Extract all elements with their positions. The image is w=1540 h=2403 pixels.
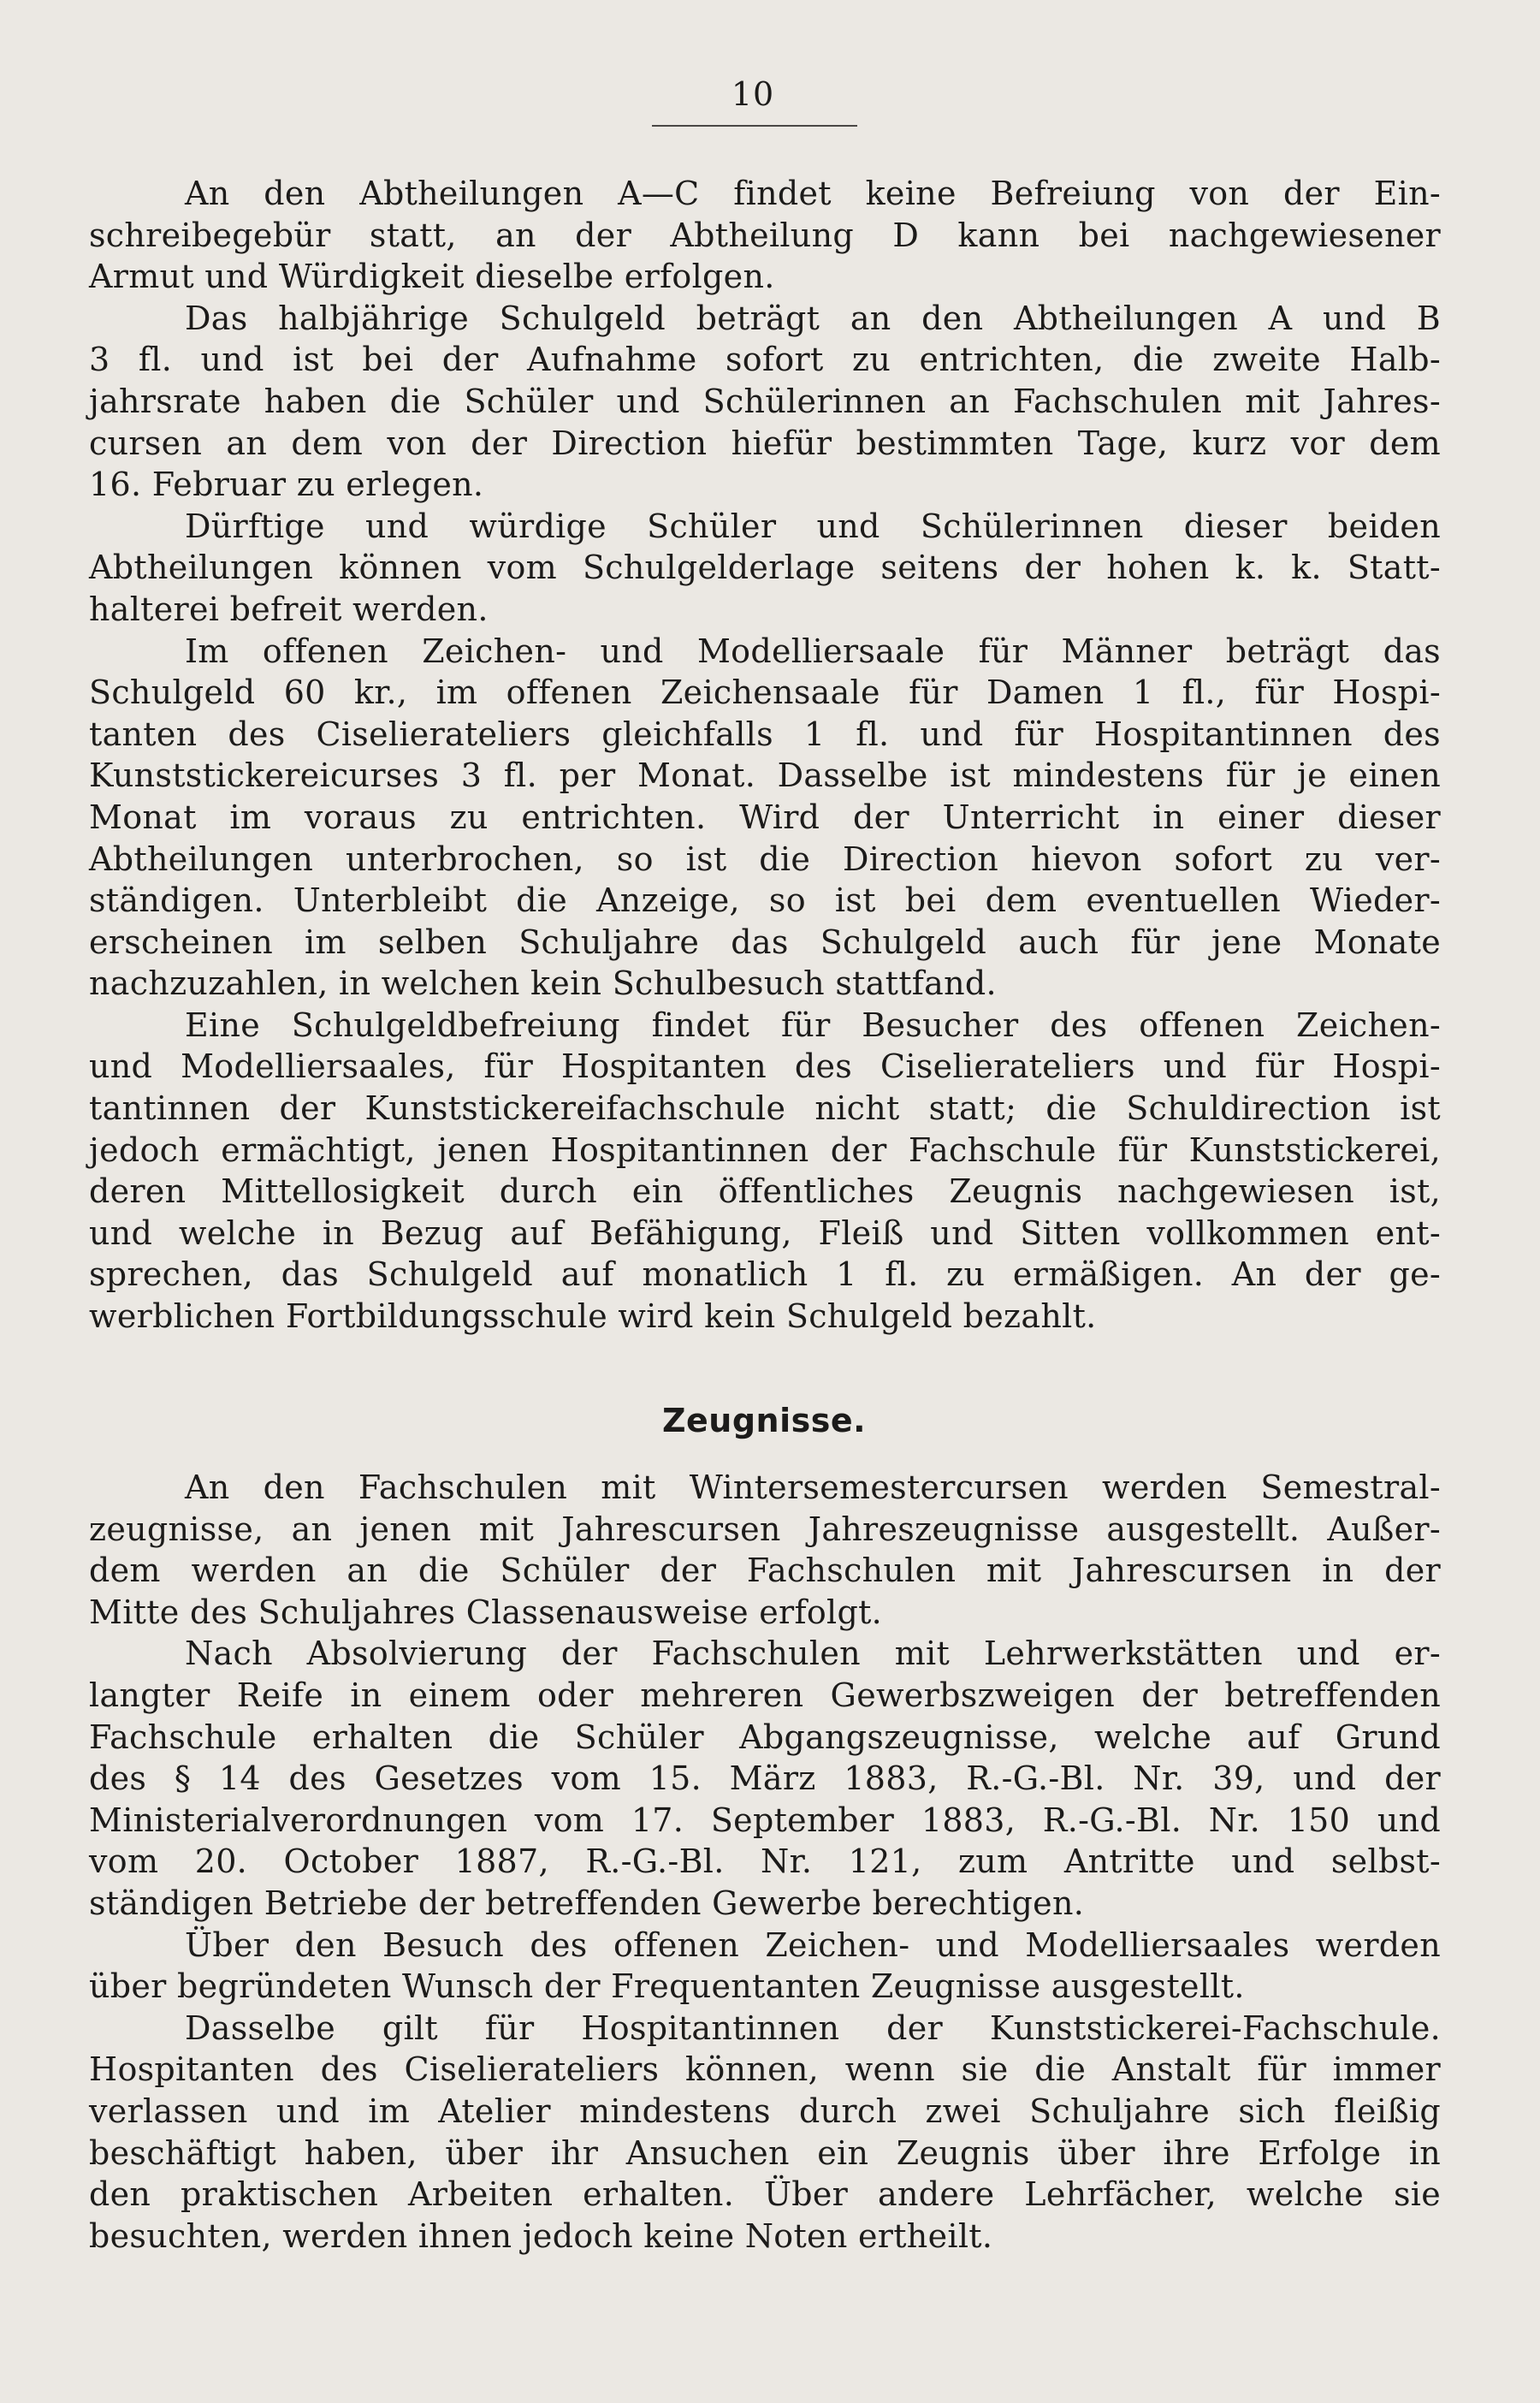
text-line: 3 fl. und ist bei der Aufnahme sofort zu entrichten, die zweite Halb- xyxy=(89,341,1441,379)
text-line: Fachschule erhalten die Schüler Abgangszeugnisse, welche auf Grund xyxy=(89,1718,1441,1756)
text-line: beschäftigt haben, über ihr Ansuchen ein Zeugnis über ihre Erfolge in xyxy=(89,2133,1441,2172)
text-line: jedoch ermächtigt, jenen Hospitantinnen der Fachschule für Kunststickerei, xyxy=(89,1130,1441,1169)
text-line: Hospitanten des Ciselierateliers können, wenn sie die Anstalt für immer xyxy=(89,2050,1441,2089)
page-number: 10 xyxy=(731,75,775,113)
text-line: dem werden an die Schüler der Fachschulen mit Jahrescursen in der xyxy=(89,1552,1441,1590)
text-line: cursen an dem von der Direction hiefür bestimmten Tage, kurz vor dem xyxy=(89,424,1441,462)
text-line: Eine Schulgeldbefreiung findet für Besucher des offenen Zeichen- xyxy=(185,1006,1441,1044)
text-line: werblichen Fortbildungsschule wird kein Schulgeld bezahlt. xyxy=(89,1297,1097,1336)
text-line: ständigen. Unterbleibt die Anzeige, so ist bei dem eventuellen Wieder- xyxy=(89,881,1441,920)
text-line: ständigen Betriebe der betreffenden Gewerbe berechtigen. xyxy=(89,1884,1085,1922)
text-line: Über den Besuch des offenen Zeichen- und Modelliersaales werden xyxy=(185,1925,1441,1964)
text-line: Mitte des Schuljahres Classenausweise erfolgt. xyxy=(89,1593,883,1631)
text-line: An den Abtheilungen A—C findet keine Befreiung von der Ein- xyxy=(185,175,1441,212)
text-line: Schulgeld 60 kr., im offenen Zeichensaale für Damen 1 fl., für Hospi- xyxy=(89,673,1441,712)
text-line: tantinnen der Kunststickereifachschule nicht statt; die Schuldirection ist xyxy=(89,1089,1441,1128)
text-line: Das halbjährige Schulgeld beträgt an den Abtheilungen A und B xyxy=(185,299,1441,337)
text-line: besuchten, werden ihnen jedoch keine Noten ertheilt. xyxy=(89,2216,993,2255)
text-line: Abtheilungen unterbrochen, so ist die Direction hievon sofort zu ver- xyxy=(89,840,1441,878)
text-line: über begründeten Wunsch der Frequentanten Zeugnisse ausgestellt. xyxy=(89,1967,1245,2006)
section-certificates xyxy=(89,1467,1441,2257)
text-line: Monat im voraus zu entrichten. Wird der Unterricht in einer dieser xyxy=(89,798,1441,836)
text-line: schreibegebür statt, an der Abtheilung D kann bei nachgewiesener xyxy=(89,216,1441,254)
text-line: Nach Absolvierung der Fachschulen mit Lehrwerkstätten und er- xyxy=(185,1635,1441,1673)
text-line: Abtheilungen können vom Schulgelderlage seitens der hohen k. k. Statt- xyxy=(89,549,1441,587)
text-line: jahrsrate haben die Schüler und Schülerinnen an Fachschulen mit Jahres- xyxy=(89,382,1441,420)
text-line: zeugnisse, an jenen mit Jahrescursen Jahreszeugnisse ausgestellt. Außer- xyxy=(89,1510,1441,1548)
page-number-rule xyxy=(652,125,857,127)
text-line: tanten des Ciselierateliers gleichfalls 1 fl. und für Hospitantinnen des xyxy=(89,715,1441,753)
text-line: Dürftige und würdige Schüler und Schülerinnen dieser beiden xyxy=(185,507,1441,545)
text-line: und Modelliersaales, für Hospitanten des Ciselierateliers und für Hospi- xyxy=(89,1047,1441,1086)
text-line: verlassen und im Atelier mindestens durch zwei Schuljahre sich fleißig xyxy=(89,2092,1441,2130)
text-line: und welche in Bezug auf Befähigung, Fleiß und Sitten vollkommen ent- xyxy=(89,1213,1441,1252)
text-line: vom 20. October 1887, R.-G.-Bl. Nr. 121, zum Antritte und selbst- xyxy=(89,1842,1441,1881)
text-line: erscheinen im selben Schuljahre das Schulgeld auch für jene Monate xyxy=(89,923,1441,961)
text-line: des § 14 des Gesetzes vom 15. März 1883, R.-G.-Bl. Nr. 39, und der xyxy=(89,1759,1441,1798)
text-line: nachzuzahlen, in welchen kein Schulbesuch stattfand. xyxy=(89,964,997,1003)
text-line: deren Mittellosigkeit durch ein öffentliches Zeugnis nachgewiesen ist, xyxy=(89,1172,1441,1211)
text-line: Ministerialverordnungen vom 17. September 1883, R.-G.-Bl. Nr. 150 und xyxy=(89,1801,1441,1839)
text-line: den praktischen Arbeiten erhalten. Über andere Lehrfächer, welche sie xyxy=(89,2175,1441,2214)
text-line: Im offenen Zeichen- und Modelliersaale für Männer beträgt das xyxy=(185,632,1441,670)
section-fees xyxy=(89,173,1441,1338)
text-line: An den Fachschulen mit Wintersemestercursen werden Semestral- xyxy=(185,1468,1441,1506)
text-line: Armut und Würdigkeit dieselbe erfolgen. xyxy=(89,258,775,296)
text-line: halterei befreit werden. xyxy=(89,590,489,628)
text-line: 16. Februar zu erlegen. xyxy=(89,466,484,504)
text-line: sprechen, das Schulgeld auf monatlich 1 fl. zu ermäßigen. An der ge- xyxy=(89,1255,1441,1294)
text-line: Dasselbe gilt für Hospitantinnen der Kunststickerei-Fachschule. xyxy=(185,2008,1441,2047)
text-line: langter Reife in einem oder mehreren Gewerbszweigen der betreffenden xyxy=(89,1676,1441,1714)
section-heading-zeugnisse: Zeugnisse. xyxy=(661,1402,867,1439)
text-line: Kunststickereicurses 3 fl. per Monat. Dasselbe ist mindestens für je einen xyxy=(89,756,1441,795)
